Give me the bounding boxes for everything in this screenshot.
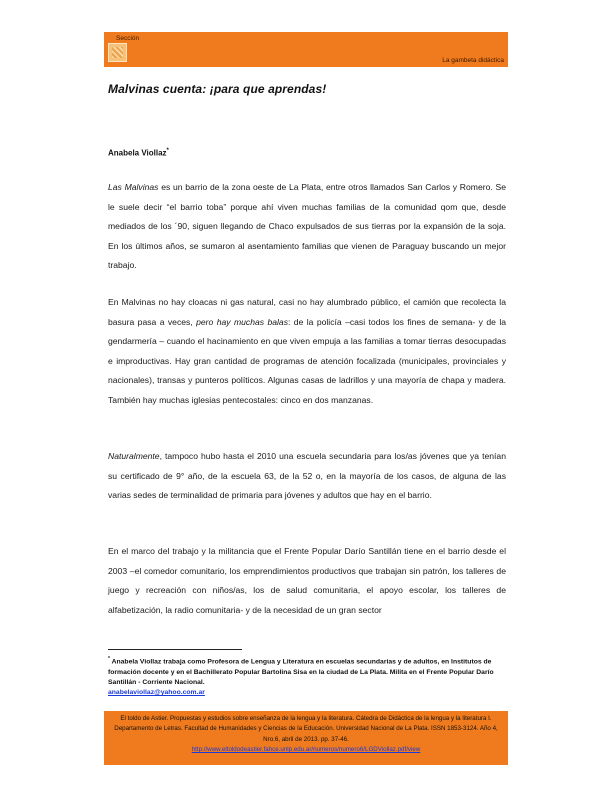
- citation-box: [104, 711, 508, 765]
- footnote: [108, 654, 508, 699]
- journal-section-name: La gambeta didáctica: [442, 57, 504, 64]
- citation-text: El toldo de Astier. Propuestas y estudios sobre enseñanza de la lengua y la literatura. Cátedra de Didáctica de la lengua y la literatura I. Departamento de Letras. Facultad de Humanidades y Ciencias de la Educación. Universidad Nacional de La Plata. ISSN 1853-3124. Año 4, Nro.6, abril de 2013. pp. 37-46.: [114, 715, 498, 743]
- paragraph-3-lead: Naturalmente: [108, 451, 160, 461]
- article-author: [108, 148, 169, 158]
- footnote-mark: *: [108, 656, 110, 662]
- journal-header-band: [104, 32, 508, 67]
- author-name: Anabela Viollaz: [108, 148, 167, 158]
- paragraph-3-text: , tampoco hubo hasta el 2010 una escuela secundaria para los/as jóvenes que ya tenían su certificado de 9° año, de la escuela 63, de la 52 o, en la mayoría de los casos, de alguna de las varias sedes de terminalidad de primaria para jóvenes y adultos que hay en el barrio.: [108, 451, 506, 500]
- paragraph-4-text: En el marco del trabajo y la militancia que el Frente Popular Darío Santillán tiene en el barrio desde el 2003 –el comedor comunitario, los emprendimientos productivos que trabajan sin patrón, los talleres de juego y recreación con niños/as, los de salud comunitaria, el apoyo escolar, los talleres de alfabetización, la radio comunitaria- y de la necesidad de un gran sector: [108, 546, 506, 615]
- paragraph-2-italic: pero hay muchas balas: [196, 316, 289, 327]
- author-email-link[interactable]: anabelaviollaz@yahoo.com.ar: [108, 689, 205, 697]
- footnote-text: Anabela Viollaz trabaja como Profesora de Lengua y Literatura en escuelas secundarias y de adultos, en Institutos de formación docente y en el Bachillerato Popular Bartolina Sisa en la ciudad de La Plata. Milita en el Frente Popular Darío Santillán - Corriente Nacional.: [108, 658, 494, 687]
- paragraph-4: [108, 542, 506, 620]
- paragraph-1-text: es un barrio de la zona oeste de La Plata, entre otros llamados San Carlos y Romero. Se le suele decir “el barrio toba” porque ahí viven muchas familias de la comunidad qom que, desde mediados de los ´90, siguen llegando de Chaco expulsados de sus tierras por la expansión de la soja. En los últimos años, se sumaron al asentamiento familias que vienen de Paraguay buscando un mejor trabajo.: [108, 182, 506, 270]
- footnote-divider: [108, 649, 242, 650]
- journal-logo-icon: [108, 43, 127, 62]
- paragraph-3: [108, 447, 506, 506]
- article-title: Malvinas cuenta: ¡para que aprendas!: [108, 82, 327, 96]
- paragraph-2: [108, 293, 506, 410]
- author-footnote-mark[interactable]: *: [166, 148, 169, 154]
- paragraph-2-before: En Malvinas no hay cloacas ni gas natural, casi no hay alumbrado público, el camión que recolecta la basura pasa a veces,: [108, 297, 506, 327]
- paragraph-1: [108, 178, 506, 276]
- section-label: Sección: [116, 35, 140, 42]
- citation-url-link[interactable]: http://www.eltoldodeastier.fahce.unlp.edu.ar/numeros/numero6/LGDViollaz.pdf/view: [191, 746, 421, 754]
- paragraph-1-lead: Las Malvinas: [108, 182, 159, 192]
- paragraph-2-after: : de la policía –casi todos los fines de semana- y de la gendarmería – cuando el hacinamiento en que viven empuja a las familias a tomar tierras desocupadas e improductivas. Hay gran cantidad de programas de atención focalizada (municipales, provinciales y nacionales), transas y punteros políticos. Algunas casas de ladrillos y una mayoría de chapa y madera. También hay muchas iglesias pentecostales: cinco en dos manzanas.: [108, 316, 507, 405]
